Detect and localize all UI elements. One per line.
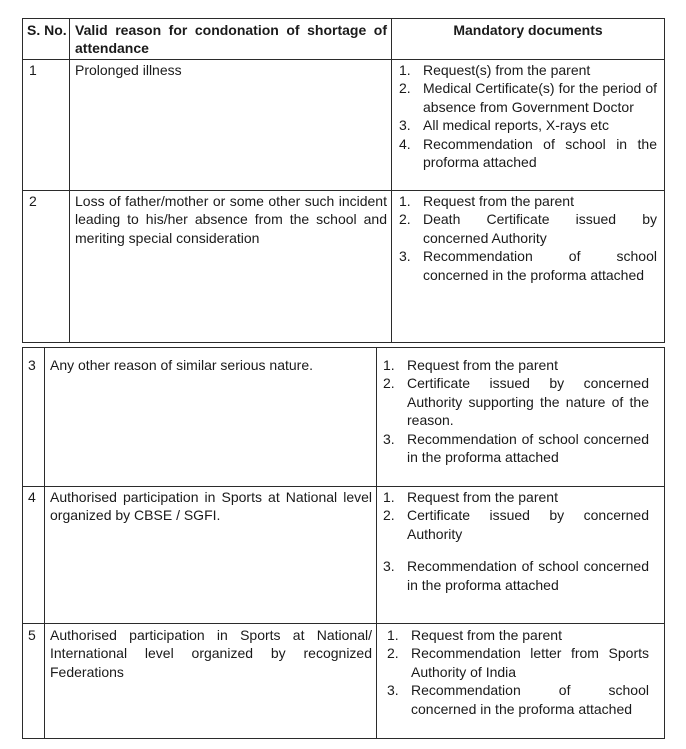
row-reason: Authorised participation in Sports at National level organized by CBSE / SGFI.	[50, 489, 372, 524]
row-documents	[387, 626, 649, 718]
row-reason: Prolonged illness	[75, 62, 182, 78]
documents-list	[387, 626, 649, 718]
row-number: 3	[28, 357, 36, 373]
column-divider	[69, 19, 70, 342]
row-divider	[23, 190, 664, 191]
column-divider	[376, 348, 377, 738]
row-reason: Any other reason of similar serious nature.	[50, 357, 314, 373]
row-number: 5	[28, 627, 36, 643]
documents-list	[383, 488, 649, 594]
column-divider	[391, 19, 392, 342]
list-item: 4. Recommendation of school in the proforma attached	[399, 135, 657, 171]
row-number: 2	[29, 193, 37, 209]
attendance-table-part-2	[22, 347, 665, 739]
list-item: 2. Recommendation letter from Sports Authority of India	[387, 645, 649, 680]
header-sno: S. No.	[27, 22, 67, 38]
row-divider	[23, 623, 664, 624]
list-item: 3. Recommendation of school concerned in the proforma attached	[383, 558, 649, 593]
documents-list	[399, 192, 657, 284]
attendance-table-part-1	[22, 18, 665, 343]
list-item: 1. Request from the parent	[383, 357, 558, 373]
row-documents	[399, 192, 657, 284]
documents-list	[383, 356, 649, 466]
row-number: 4	[28, 489, 36, 505]
row-documents	[399, 61, 657, 171]
list-item: 1. Request(s) from the parent	[399, 62, 591, 78]
row-documents	[383, 488, 649, 594]
row-number: 1	[29, 62, 37, 78]
row-reason: Authorised participation in Sports at National/ International level organized by recognized Federations	[50, 627, 372, 680]
list-item: 2. Medical Certificate(s) for the period of absence from Government Doctor	[399, 80, 657, 115]
row-reason: Loss of father/mother or some other such incident leading to his/her absence from the school and meriting special consideration	[75, 193, 387, 246]
list-item: 1. Request from the parent	[383, 489, 558, 505]
list-item: 2. Certificate issued by concerned Authority	[383, 507, 649, 542]
list-item: 2. Death Certificate issued by concerned Authority	[399, 211, 657, 246]
list-item: 1. Request from the parent	[399, 193, 574, 209]
header-reason: Valid reason for condonation of shortage of attendance	[75, 22, 387, 57]
list-item: 1. Request from the parent	[387, 627, 562, 643]
header-mandatory-documents: Mandatory documents	[453, 22, 603, 38]
list-item: 3. Recommendation of school concerned in the proforma attached	[399, 248, 657, 283]
row-divider	[23, 59, 664, 60]
row-documents	[383, 356, 649, 466]
list-item: 2. Certificate issued by concerned Authority supporting the nature of the reason.	[383, 375, 649, 429]
row-divider	[23, 486, 664, 487]
column-divider	[44, 348, 45, 738]
list-item: 3. Recommendation of school concerned in the proforma attached	[383, 430, 649, 466]
list-item: 3. Recommendation of school concerned in the proforma attached	[387, 682, 649, 717]
documents-list	[399, 61, 657, 171]
list-item: 3. All medical reports, X-rays etc	[399, 117, 609, 134]
